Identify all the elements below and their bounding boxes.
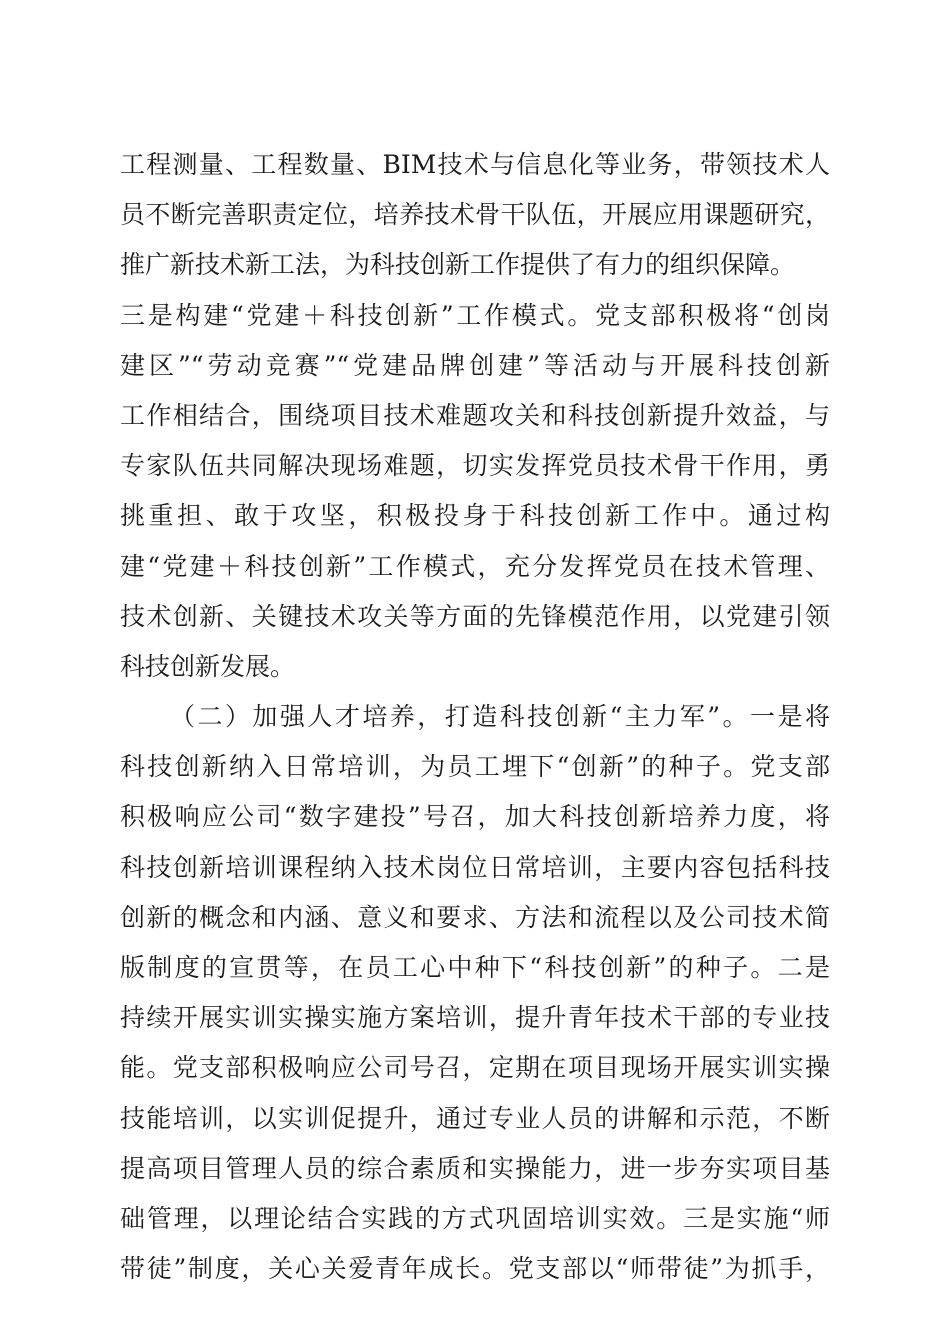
text-line: 础管理，以理论结合实践的方式巩固培训实效。三是实施“师 (120, 1203, 830, 1233)
text-line: 带徒”制度，关心关爱青年成长。党支部以“师带徒”为抓手， (120, 1254, 830, 1284)
text-line: 技术创新、关键技术攻关等方面的先锋模范作用，以党建引领 (120, 601, 830, 631)
text-line: 科技创新培训课程纳入技术岗位日常培训，主要内容包括科技 (120, 852, 830, 882)
text-line: 技能培训，以实训促提升，通过专业人员的讲解和示范，不断 (120, 1103, 830, 1133)
text-line: 创新的概念和内涵、意义和要求、方法和流程以及公司技术简 (120, 902, 830, 932)
text-line: 员不断完善职责定位，培养技术骨干队伍，开展应用课题研究， (120, 200, 830, 230)
document-body (120, 140, 830, 1294)
text-line: 建区”“劳动竞赛”“党建品牌创建”等活动与开展科技创新 (120, 350, 830, 380)
text-line: 专家队伍共同解决现场难题，切实发挥党员技术骨干作用，勇 (120, 451, 830, 481)
text-line: 工程测量、工程数量、BIM技术与信息化等业务，带领技术人 (120, 150, 830, 179)
text-line: 持续开展实训实操实施方案培训，提升青年技术干部的专业技 (120, 1003, 830, 1033)
text-line: 挑重担、敢于攻坚，积极投身于科技创新工作中。通过构 (120, 501, 830, 531)
text-line: （二）加强人才培养，打造科技创新“主力军”。一是将 (170, 702, 830, 732)
text-line: 积极响应公司“数字建投”号召，加大科技创新培养力度，将 (120, 802, 830, 832)
text-line: 版制度的宣贯等，在员工心中种下“科技创新”的种子。二是 (120, 953, 830, 982)
text-line: 提高项目管理人员的综合素质和实操能力，进一步夯实项目基 (120, 1153, 830, 1183)
text-line: 推广新技术新工法，为科技创新工作提供了有力的组织保障。 (120, 250, 796, 280)
text-line: 三是构建“党建＋科技创新”工作模式。党支部积极将“创岗 (120, 300, 830, 330)
paragraph-2 (120, 692, 830, 1294)
text-line: 科技创新发展。 (120, 651, 296, 681)
text-line: 科技创新纳入日常培训，为员工埋下“创新”的种子。党支部 (120, 752, 830, 782)
paragraph-1 (120, 140, 830, 692)
text-line: 建“党建＋科技创新”工作模式，充分发挥党员在技术管理、 (120, 551, 830, 581)
text-line: 工作相结合，围绕项目技术难题攻关和科技创新提升效益，与 (120, 400, 830, 430)
text-line: 能。党支部积极响应公司号召，定期在项目现场开展实训实操 (120, 1053, 830, 1083)
